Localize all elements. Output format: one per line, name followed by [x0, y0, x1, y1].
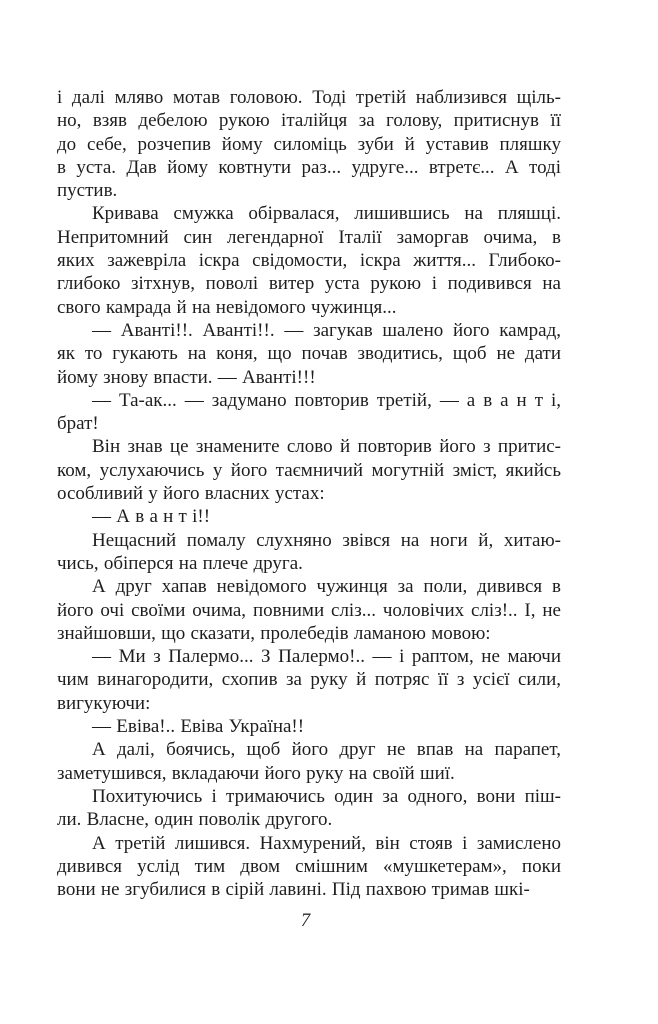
- text-line: заметушився, вкладаючи його руку на своїй шиї.: [57, 762, 455, 784]
- page-number: 7: [300, 911, 311, 931]
- text-line: чись, обіперся на плече друга.: [57, 552, 303, 574]
- text-line: — Та-ак... — задумано повторив третій, — а в а н т і,: [92, 389, 561, 411]
- text-line: А третій лишився. Нахмурений, він стояв і замислено: [92, 832, 561, 854]
- paragraph: [57, 645, 561, 715]
- paragraph: [57, 435, 561, 505]
- text-line: дивився услід тим двом смішним «мушкетерам», поки: [57, 855, 561, 877]
- text-line: свого камрада й на невідомого чужинця...: [57, 296, 397, 318]
- text-line: і далі мляво мотав головою. Тоді третій наблизився щіль-: [57, 87, 561, 108]
- text-line: Нещасний помалу слухняно звівся на ноги й, хитаю-: [92, 529, 561, 551]
- text-line: — Ми з Палермо... З Палермо!.. — і раптом, не маючи: [92, 646, 561, 668]
- text-line: ли. Власне, один поволік другого.: [57, 809, 333, 831]
- text-line: Похитуючись і тримаючись один за одного, вони піш-: [92, 785, 561, 807]
- paragraph: [57, 715, 561, 738]
- text-line: А друг хапав невідомого чужинця за поли, дивився в: [92, 576, 561, 598]
- text-line: його очі своїми очима, повними сліз... чоловічих сліз!.. І, не: [57, 599, 561, 621]
- text-line: вигукуючи:: [57, 692, 151, 714]
- text-line: пустив.: [57, 180, 118, 202]
- paragraph: [57, 202, 561, 318]
- paragraph: [57, 575, 561, 645]
- paragraph: [57, 86, 561, 202]
- text-line: Кривава смужка обірвалася, лишившись на пляшці.: [92, 203, 561, 225]
- text-line: Непритомний син легендарної Італії заморгав очима, в: [57, 226, 561, 248]
- body-text: [57, 86, 561, 901]
- text-line: глибоко зітхнув, поволі витер уста рукою і подивився на: [57, 273, 561, 295]
- text-line: знайшовши, що сказати, пролебедів ламаною мовою:: [57, 622, 491, 644]
- paragraph: [57, 785, 561, 832]
- text-line: А далі, боячись, щоб його друг не впав на парапет,: [92, 739, 561, 761]
- text-line: — Евіва!.. Евіва Україна!!: [92, 716, 305, 738]
- text-line: як то гукають на коня, що почав зводитись, щоб не дати: [57, 343, 561, 365]
- text-line: но, взяв дебелою рукою італійця за голову, притиснув її: [57, 110, 561, 132]
- paragraph: [57, 505, 561, 528]
- text-line: йому знову впасти. — Аванті!!!: [57, 366, 316, 388]
- text-line: — А в а н т і!!: [92, 506, 211, 528]
- paragraph: [57, 738, 561, 785]
- text-line: — Аванті!!. Аванті!!. — загукав шалено його камрад,: [92, 319, 561, 341]
- text-line: вони не згубилися в сірій лавині. Під пахвою тримав шкі-: [57, 879, 530, 901]
- paragraph: [57, 832, 561, 902]
- paragraph: [57, 529, 561, 576]
- text-line: брат!: [57, 413, 99, 435]
- text-line: в уста. Дав йому ковтнути раз... удруге... втретє... А тоді: [57, 156, 561, 178]
- text-line: особливий у його власних устах:: [57, 483, 325, 505]
- text-line: до себе, розчепив йому силоміць зуби й уставив пляшку: [57, 133, 561, 155]
- text-line: чим винагородити, схопив за руку й потряс її з усієї сили,: [57, 669, 561, 691]
- paragraph: [57, 389, 561, 436]
- paragraph: [57, 319, 561, 389]
- text-line: ком, услухаючись у його таємничий могутній зміст, якийсь: [57, 459, 561, 481]
- text-line: Він знав це знамените слово й повторив його з притис-: [92, 436, 561, 458]
- text-line: яких зажевріла іскра свідомости, іскра життя... Глибоко-: [57, 250, 561, 272]
